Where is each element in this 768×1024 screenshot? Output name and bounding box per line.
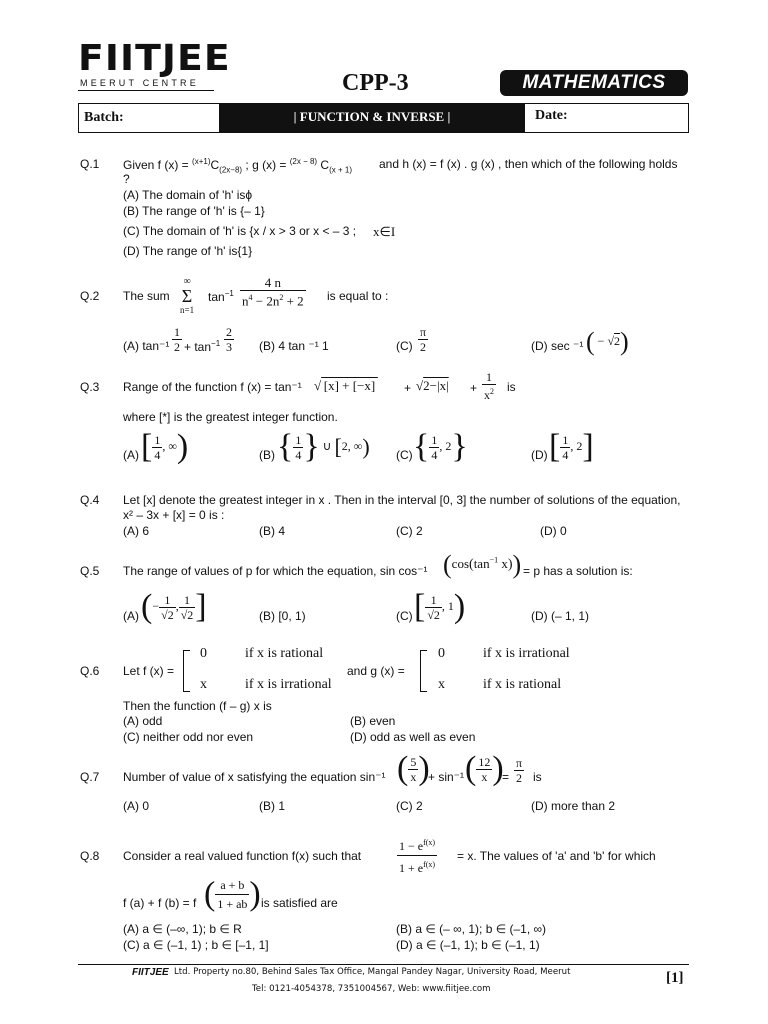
q7-arg1: ( $\frac{5}{x}$ ) bbox=[397, 750, 430, 787]
q6-f-cond2: if x is irrational bbox=[245, 677, 332, 692]
q5-option-b: (B) [0, 1) bbox=[259, 609, 306, 623]
q6-option-b: (B) even bbox=[350, 714, 396, 728]
q3-plus2: + bbox=[470, 381, 478, 395]
date-label: Date: bbox=[535, 108, 568, 123]
q4-option-d: (D) 0 bbox=[540, 524, 567, 538]
q5-option-a-value: (− $\frac{1}{√2}$ , $\frac{1}{√2}$ ] bbox=[141, 588, 207, 625]
q1-option-c-set: x∈I bbox=[373, 224, 396, 239]
q7-eq: = bbox=[502, 770, 510, 784]
q4-option-b: (B) 4 bbox=[259, 524, 286, 538]
q1-stem-end: ? bbox=[123, 172, 130, 186]
q7-arg2: ( $\frac{12}{x}$ ) bbox=[465, 750, 504, 787]
q6-f-x: x bbox=[200, 677, 207, 692]
q5-cos-expr: ($\cos(\tan^{-1}$ x)) bbox=[443, 550, 522, 579]
q3-stem-pre: Range of the function f (x) = tan⁻¹ bbox=[123, 380, 302, 394]
q8-frac: $\frac{1 - e^{f(x)}}{1 + e^{f(x)}}$ bbox=[397, 834, 437, 877]
q3-option-b: (B) bbox=[259, 448, 275, 462]
question-number: Q.1 bbox=[80, 157, 100, 171]
q5-option-c-value: [ $\frac{1}{√2}$ , 1) bbox=[414, 588, 466, 625]
q4-option-c: (C) 2 bbox=[396, 524, 423, 538]
subject-banner: MATHEMATICS bbox=[500, 70, 688, 96]
q2-option-a-frac1: $\frac{1}{2}$ bbox=[174, 325, 180, 354]
q3-root2: √2−|x| bbox=[416, 378, 449, 393]
q8-option-b: (B) a ∈ (– ∞, 1); b ∈ (–1, ∞) bbox=[396, 922, 547, 936]
q7-option-b: (B) 1 bbox=[259, 799, 286, 813]
sheet-title: CPP-3 bbox=[342, 70, 409, 96]
q6-f-zero: 0 bbox=[200, 646, 207, 661]
q8-stem-post: = x. The values of 'a' and 'b' for which bbox=[457, 849, 656, 863]
q2-option-c: (C) bbox=[396, 339, 413, 353]
footer-address: Ltd. Property no.80, Behind Sales Tax Office, Mangal Pandey Nagar, University Road, Meerut bbox=[174, 967, 571, 977]
q7-stem-pre: Number of value of x satisfying the equation sin⁻¹ bbox=[123, 770, 386, 784]
q1-stem-math: Given f $(x) = ^{(x+1)}C_{(2x-8)}$ ; g (x) = $^{(2x - 8)}$ $C_{(x + 1)}$ bbox=[123, 157, 352, 175]
q6-f-label: Let f (x) = bbox=[123, 664, 175, 678]
q1-option-a: (A) The domain of 'h' isϕ bbox=[123, 188, 253, 202]
q5-option-d: (D) (– 1, 1) bbox=[531, 609, 590, 623]
question-number: Q.3 bbox=[80, 380, 100, 394]
q6-option-d: (D) odd as well as even bbox=[350, 730, 476, 744]
q5-stem-pre: The range of values of p for which the equation, sin cos⁻¹ bbox=[123, 564, 428, 578]
q2-option-d: (D) sec ⁻¹ bbox=[531, 339, 584, 353]
q3-option-d: (D) bbox=[531, 448, 548, 462]
q3-frac: $\frac{1}{x^2}$ bbox=[484, 370, 494, 402]
q6-option-a: (A) odd bbox=[123, 714, 163, 728]
q7-option-c: (C) 2 bbox=[396, 799, 423, 813]
q6-then: Then the function (f – g) x is bbox=[123, 699, 272, 713]
q3-option-a: (A) bbox=[123, 448, 139, 462]
q3-where: where [*] is the greatest integer function. bbox=[123, 410, 338, 424]
q8-satisfied: is satisfied are bbox=[261, 896, 338, 910]
q3-option-a-value: [ $\frac{1}{4}$ , ∞) bbox=[141, 428, 189, 465]
q4-line1: Let [x] denote the greatest integer in x . Then in the interval [0, 3] the number of solutions of the equation, bbox=[123, 493, 681, 507]
q6-f-bracket bbox=[183, 650, 190, 692]
q6-g-cond2: if x is rational bbox=[483, 677, 562, 692]
q3-plus1: + bbox=[404, 381, 412, 395]
q7-rhs: $\frac{\pi}{2}$ bbox=[516, 756, 523, 785]
q3-option-b-value: { $\frac{1}{4}$ } ∪ [2, ∞) bbox=[277, 428, 370, 465]
logo-subtitle: MEERUT CENTRE bbox=[80, 78, 199, 88]
q4-line2: x² – 3x + [x] = 0 is : bbox=[123, 508, 225, 522]
q6-g-x: x bbox=[438, 677, 445, 692]
page-number: [1] bbox=[666, 970, 684, 986]
q8-option-a: (A) a ∈ (–∞, 1); b ∈ R bbox=[123, 922, 242, 936]
q2-stem-pre: The sum bbox=[123, 289, 170, 303]
q1-option-b: (B) The range of 'h' is {– 1} bbox=[123, 204, 265, 218]
q7-option-a: (A) 0 bbox=[123, 799, 150, 813]
q3-option-c: (C) bbox=[396, 448, 413, 462]
question-number: Q.8 bbox=[80, 849, 100, 863]
q3-root1: √ [x] + [−x] bbox=[314, 378, 378, 393]
q1-option-c: (C) The domain of 'h' is {x / x > 3 or x < – 3 ; bbox=[123, 224, 357, 238]
q8-option-c: (C) a ∈ (–1, 1) ; b ∈ [–1, 1] bbox=[123, 938, 269, 952]
q6-g-cond1: if x is irrational bbox=[483, 646, 570, 661]
q1-stem: and h (x) = f (x) . g (x) , then which of the following holds bbox=[379, 157, 678, 171]
q8-f-eq: f (a) + f (b) = f bbox=[123, 896, 197, 910]
q5-option-c: (C) bbox=[396, 609, 413, 623]
batch-label: Batch: bbox=[84, 110, 124, 125]
question-number: Q.4 bbox=[80, 493, 100, 507]
q1-option-d: (D) The range of 'h' is{1} bbox=[123, 244, 253, 258]
q6-g-bracket bbox=[420, 650, 427, 692]
q8-option-d: (D) a ∈ (–1, 1); b ∈ (–1, 1) bbox=[396, 938, 540, 952]
q8-f-arg: ( $\frac{a + b}{1 + ab}$ ) bbox=[204, 875, 261, 913]
question-number: Q.5 bbox=[80, 564, 100, 578]
footer-contact: Tel: 0121-4054378, 7351004567, Web: www.fiitjee.com bbox=[252, 984, 491, 994]
q2-fraction: $\frac{4 n}{n^4 - 2n^2 + 2}$ bbox=[242, 275, 304, 309]
q2-option-a-plus: + $\tan^{-1}$ bbox=[184, 339, 221, 354]
q6-f-cond1: if x is rational bbox=[245, 646, 324, 661]
question-number: Q.2 bbox=[80, 289, 100, 303]
q2-option-d-value: ( − √2) bbox=[586, 327, 629, 356]
footer-divider bbox=[78, 964, 689, 965]
q7-is: is bbox=[533, 770, 542, 784]
q7-plus: + sin⁻¹ bbox=[428, 770, 465, 784]
q3-is: is bbox=[507, 380, 516, 394]
q6-g-zero: 0 bbox=[438, 646, 445, 661]
q2-sum-symbol: ∞ Σ n=1 bbox=[180, 276, 195, 315]
q5-option-a: (A) bbox=[123, 609, 139, 623]
q6-option-c: (C) neither odd nor even bbox=[123, 730, 254, 744]
q2-option-a-frac2: $\frac{2}{3}$ bbox=[226, 325, 232, 354]
logo-underline bbox=[78, 90, 214, 91]
q2-tan-inv: $\tan^{-1}$ bbox=[208, 289, 234, 304]
q2-stem-post: is equal to : bbox=[327, 289, 389, 303]
q3-option-c-value: { $\frac{1}{4}$ , 2} bbox=[413, 428, 468, 465]
q8-stem-pre: Consider a real valued function f(x) such that bbox=[123, 849, 362, 863]
q4-option-a: (A) 6 bbox=[123, 524, 150, 538]
q6-g-label: and g (x) = bbox=[347, 664, 405, 678]
topic-label: | FUNCTION & INVERSE | bbox=[219, 104, 525, 132]
q2-option-b: (B) 4 tan ⁻¹ 1 bbox=[259, 339, 329, 353]
footer-brand: FIITJEE bbox=[132, 967, 169, 978]
q5-stem-post: = p has a solution is: bbox=[523, 564, 633, 578]
q2-option-a: (A) tan⁻¹ bbox=[123, 339, 170, 353]
q3-option-d-value: [ $\frac{1}{4}$ , 2] bbox=[549, 428, 594, 465]
q7-option-d: (D) more than 2 bbox=[531, 799, 616, 813]
question-number: Q.7 bbox=[80, 770, 100, 784]
q2-option-c-frac: $\frac{\pi}{2}$ bbox=[420, 325, 427, 354]
question-number: Q.6 bbox=[80, 664, 100, 678]
fiitjee-logo: FIITJEE bbox=[78, 38, 231, 79]
